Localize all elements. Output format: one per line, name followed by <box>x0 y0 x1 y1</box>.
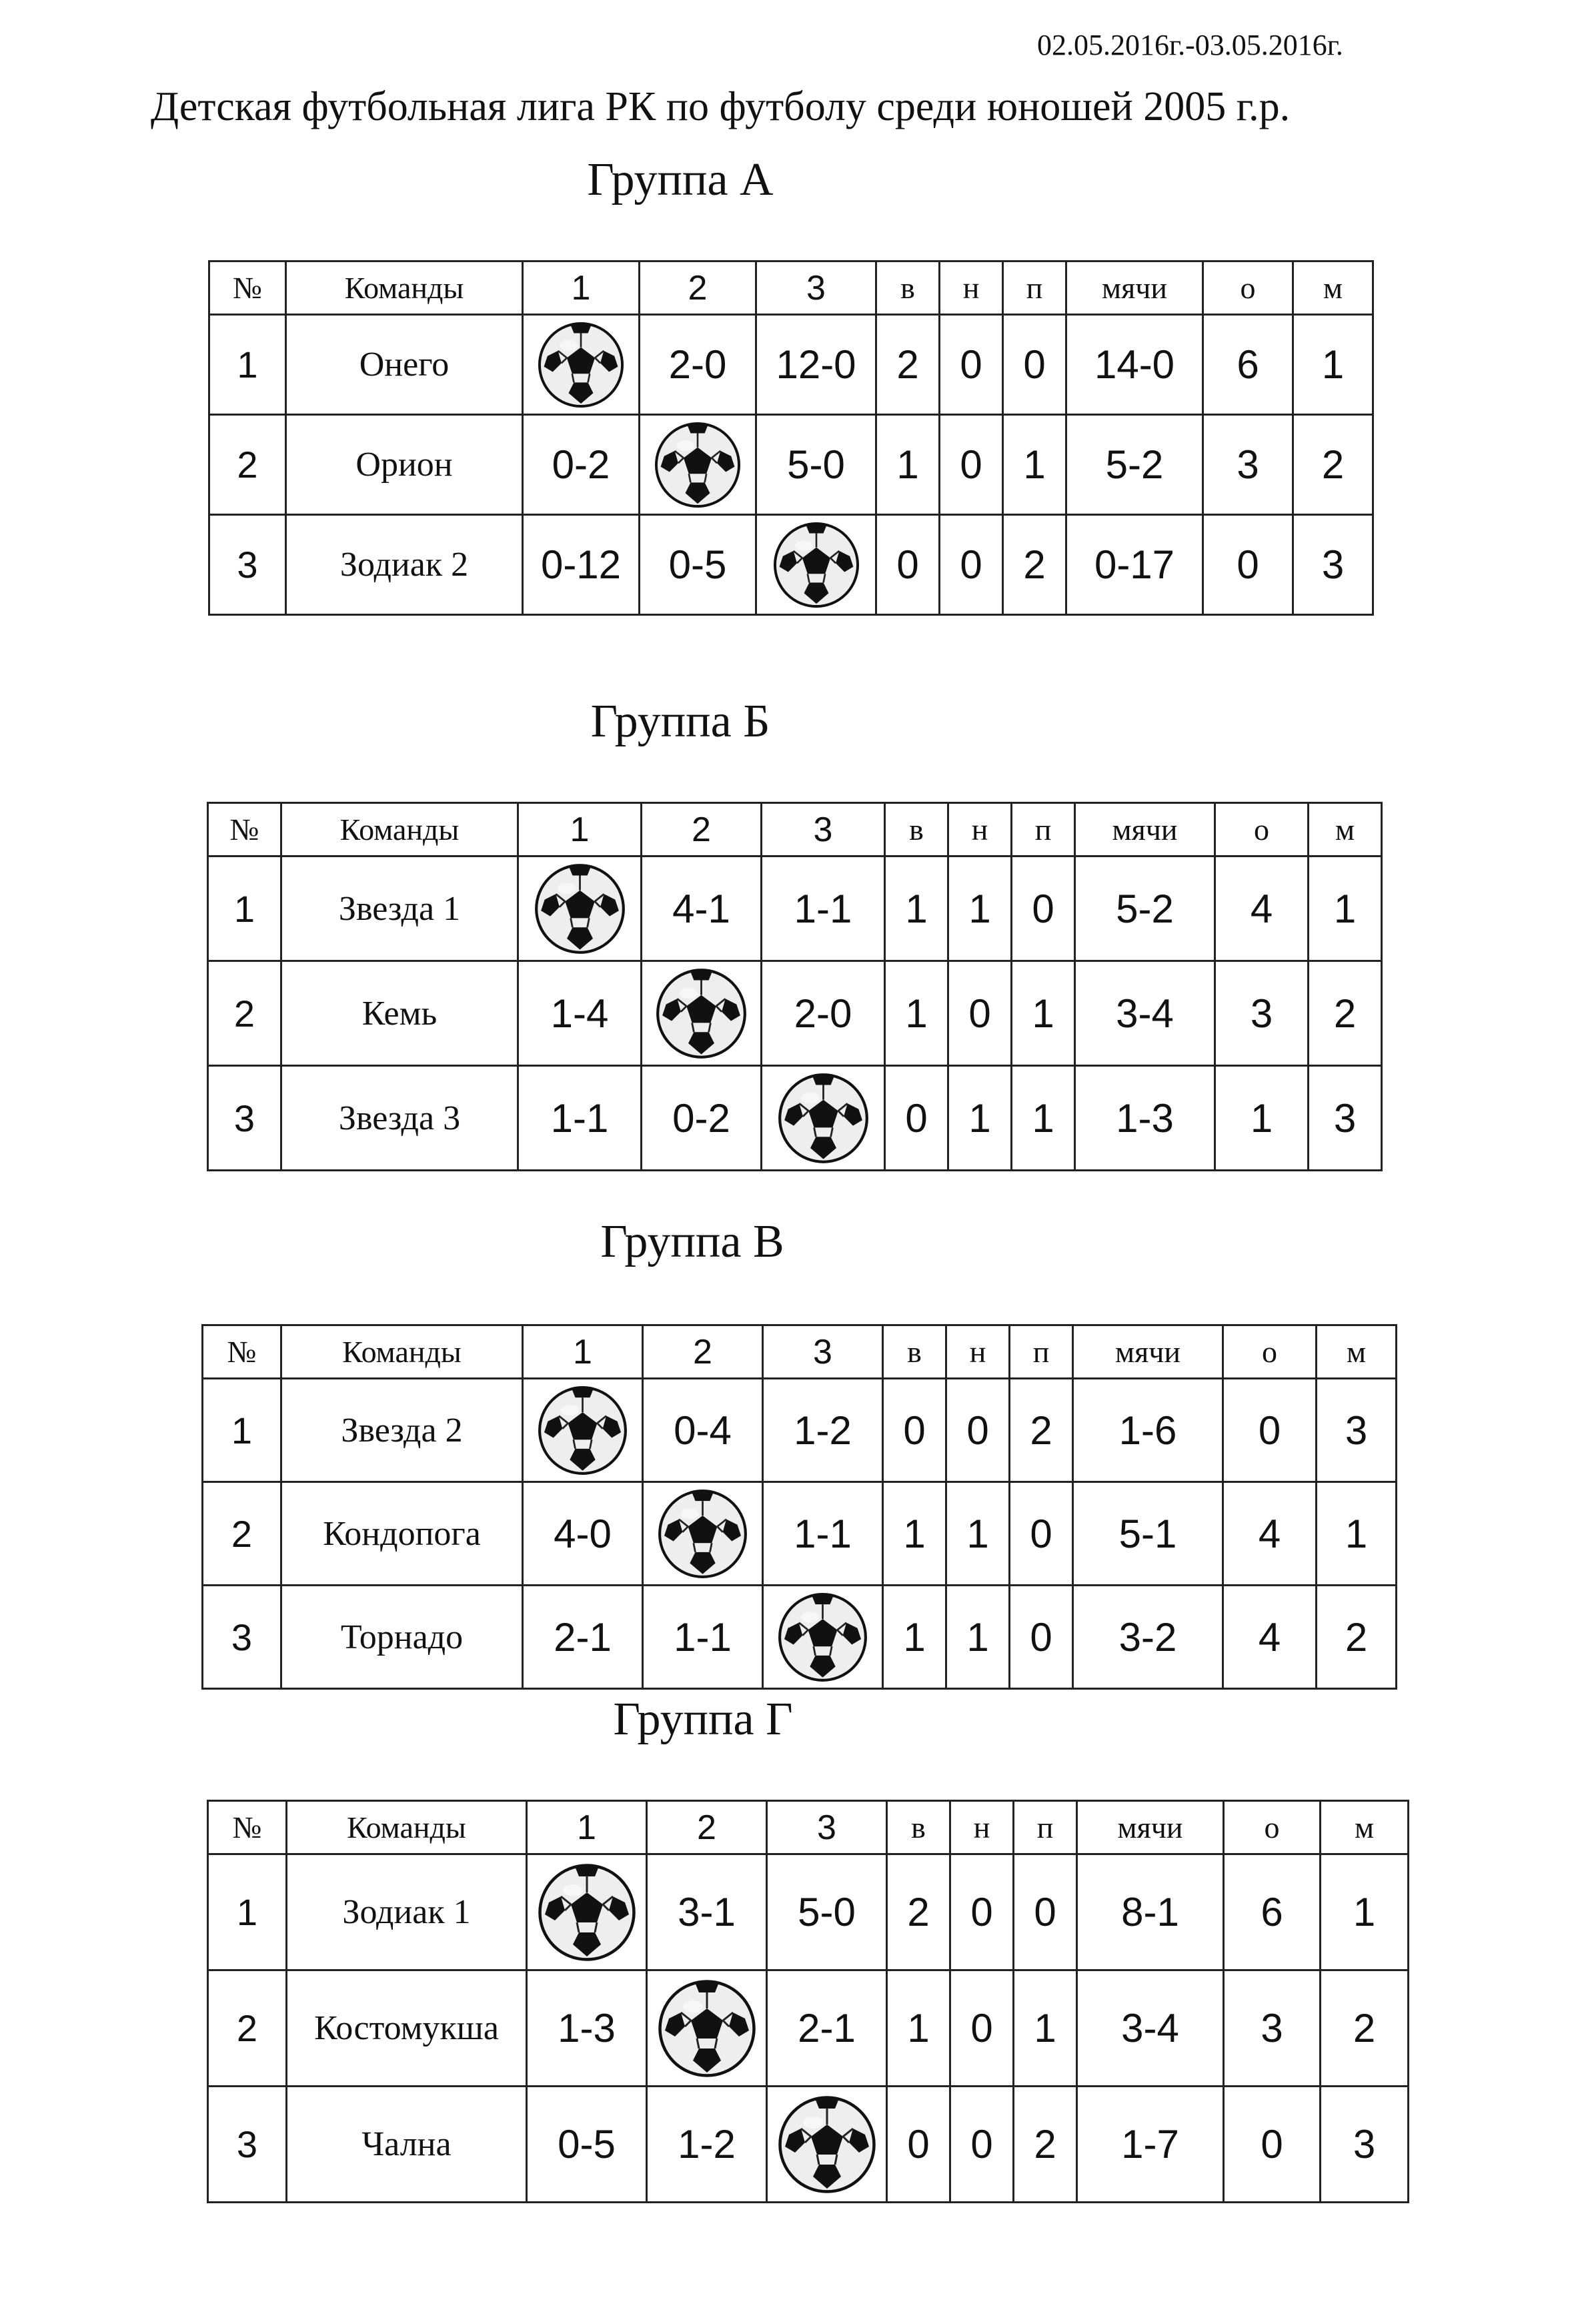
draws: 0 <box>950 2087 1014 2203</box>
points: 4 <box>1215 856 1309 961</box>
result-vs-3: 1-1 <box>763 1482 883 1586</box>
goals: 8-1 <box>1077 1854 1224 1970</box>
row-number: 1 <box>208 1854 287 1970</box>
table-header-row <box>209 261 1373 315</box>
result-vs-1: 4-0 <box>523 1482 643 1586</box>
header-game-2: 2 <box>640 261 756 315</box>
result-vs-3: 1-1 <box>762 856 885 961</box>
team-name: Орион <box>286 415 523 515</box>
header-wins: в <box>885 803 948 856</box>
row-number: 2 <box>203 1482 281 1586</box>
points: 4 <box>1223 1586 1317 1689</box>
table-row <box>208 961 1382 1066</box>
result-vs-3: 2-1 <box>767 1970 887 2087</box>
result-vs-3: 1-2 <box>763 1379 883 1482</box>
group-title-c: Группа В <box>600 1216 784 1267</box>
row-number: 2 <box>208 1970 287 2087</box>
points: 3 <box>1224 1970 1321 2087</box>
wins: 2 <box>887 1854 950 1970</box>
wins: 2 <box>876 315 940 415</box>
goals: 5-2 <box>1075 856 1215 961</box>
place: 1 <box>1317 1482 1397 1586</box>
place: 2 <box>1309 961 1382 1066</box>
header-place: м <box>1317 1325 1397 1379</box>
self-match-cell <box>642 961 762 1066</box>
wins: 0 <box>885 1066 948 1171</box>
header-draws: н <box>948 803 1012 856</box>
team-name: Чална <box>287 2087 527 2203</box>
self-match-cell <box>523 315 640 415</box>
header-game-3: 3 <box>756 261 876 315</box>
header-goals: мячи <box>1077 1801 1224 1854</box>
points: 6 <box>1224 1854 1321 1970</box>
result-vs-2: 1-2 <box>647 2087 767 2203</box>
draws: 0 <box>940 315 1003 415</box>
group-title-b: Группа Б <box>590 696 770 747</box>
team-name: Торнадо <box>281 1586 523 1689</box>
date-range: 02.05.2016г.-03.05.2016г. <box>1037 29 1343 61</box>
team-name: Костомукша <box>287 1970 527 2087</box>
header-draws: н <box>946 1325 1010 1379</box>
soccer-ball-icon <box>772 521 860 609</box>
table-row <box>209 515 1373 615</box>
team-name: Онего <box>286 315 523 415</box>
goals: 0-17 <box>1066 515 1203 615</box>
wins: 0 <box>883 1379 946 1482</box>
place: 3 <box>1321 2087 1409 2203</box>
row-number: 3 <box>209 515 286 615</box>
group-title-d: Группа Г <box>613 1694 793 1745</box>
group-title-a: Группа А <box>587 154 774 205</box>
self-match-cell <box>527 1854 647 1970</box>
table-header-row <box>203 1325 1397 1379</box>
page-title: Детская футбольная лига РК по футболу среди юношей 2005 г.р. <box>150 84 1291 129</box>
goals: 3-2 <box>1073 1586 1223 1689</box>
result-vs-2: 4-1 <box>642 856 762 961</box>
soccer-ball-icon <box>534 862 626 955</box>
table-row <box>208 1854 1409 1970</box>
header-game-2: 2 <box>642 803 762 856</box>
header-game-3: 3 <box>763 1325 883 1379</box>
row-number: 1 <box>208 856 281 961</box>
header-number: № <box>208 803 281 856</box>
self-match-cell <box>762 1066 885 1171</box>
wins: 1 <box>885 961 948 1066</box>
self-match-cell <box>756 515 876 615</box>
wins: 0 <box>887 2087 950 2203</box>
points: 3 <box>1203 415 1293 515</box>
result-vs-2: 0-5 <box>640 515 756 615</box>
soccer-ball-icon <box>657 1488 748 1580</box>
result-vs-3: 2-0 <box>762 961 885 1066</box>
header-game-2: 2 <box>643 1325 763 1379</box>
losses: 1 <box>1014 1970 1077 2087</box>
wins: 1 <box>883 1482 946 1586</box>
self-match-cell <box>640 415 756 515</box>
draws: 1 <box>946 1586 1010 1689</box>
losses: 1 <box>1012 1066 1075 1171</box>
header-teams: Команды <box>281 1325 523 1379</box>
losses: 2 <box>1003 515 1066 615</box>
header-teams: Команды <box>286 261 523 315</box>
team-name: Звезда 2 <box>281 1379 523 1482</box>
team-name: Зодиак 2 <box>286 515 523 615</box>
soccer-ball-icon <box>654 421 742 509</box>
team-name: Зодиак 1 <box>287 1854 527 1970</box>
group-table-a <box>208 260 1374 616</box>
result-vs-2: 1-1 <box>643 1586 763 1689</box>
header-game-3: 3 <box>762 803 885 856</box>
result-vs-1: 1-3 <box>527 1970 647 2087</box>
table-row <box>203 1586 1397 1689</box>
points: 0 <box>1224 2087 1321 2203</box>
draws: 1 <box>946 1482 1010 1586</box>
team-name: Кемь <box>281 961 518 1066</box>
soccer-ball-icon <box>777 1592 868 1683</box>
losses: 0 <box>1010 1586 1073 1689</box>
soccer-ball-icon <box>655 967 748 1060</box>
losses: 1 <box>1003 415 1066 515</box>
table-row <box>203 1482 1397 1586</box>
header-game-1: 1 <box>518 803 642 856</box>
goals: 1-7 <box>1077 2087 1224 2203</box>
goals: 3-4 <box>1077 1970 1224 2087</box>
result-vs-3: 12-0 <box>756 315 876 415</box>
points: 4 <box>1223 1482 1317 1586</box>
losses: 0 <box>1003 315 1066 415</box>
place: 2 <box>1321 1970 1409 2087</box>
self-match-cell <box>518 856 642 961</box>
draws: 0 <box>940 515 1003 615</box>
soccer-ball-icon <box>537 1862 637 1962</box>
table-row <box>209 415 1373 515</box>
goals: 1-6 <box>1073 1379 1223 1482</box>
result-vs-1: 1-1 <box>518 1066 642 1171</box>
goals: 1-3 <box>1075 1066 1215 1171</box>
place: 3 <box>1293 515 1373 615</box>
header-losses: п <box>1003 261 1066 315</box>
result-vs-3: 5-0 <box>767 1854 887 1970</box>
result-vs-2: 2-0 <box>640 315 756 415</box>
header-losses: п <box>1012 803 1075 856</box>
wins: 1 <box>876 415 940 515</box>
place: 1 <box>1293 315 1373 415</box>
row-number: 1 <box>209 315 286 415</box>
header-points: о <box>1223 1325 1317 1379</box>
goals: 5-2 <box>1066 415 1203 515</box>
table-header-row <box>208 803 1382 856</box>
result-vs-1: 2-1 <box>523 1586 643 1689</box>
wins: 1 <box>883 1586 946 1689</box>
table-row <box>209 315 1373 415</box>
soccer-ball-icon <box>777 2095 877 2195</box>
table-header-row <box>208 1801 1409 1854</box>
header-game-1: 1 <box>523 261 640 315</box>
group-table-c <box>201 1324 1397 1690</box>
losses: 1 <box>1012 961 1075 1066</box>
self-match-cell <box>767 2087 887 2203</box>
header-place: м <box>1321 1801 1409 1854</box>
header-goals: мячи <box>1066 261 1203 315</box>
result-vs-1: 1-4 <box>518 961 642 1066</box>
draws: 0 <box>940 415 1003 515</box>
wins: 1 <box>885 856 948 961</box>
header-game-2: 2 <box>647 1801 767 1854</box>
draws: 0 <box>946 1379 1010 1482</box>
goals: 5-1 <box>1073 1482 1223 1586</box>
losses: 0 <box>1012 856 1075 961</box>
draws: 1 <box>948 1066 1012 1171</box>
table-row <box>208 1970 1409 2087</box>
draws: 0 <box>948 961 1012 1066</box>
group-table-d <box>207 1800 1409 2203</box>
place: 2 <box>1317 1586 1397 1689</box>
row-number: 2 <box>208 961 281 1066</box>
row-number: 1 <box>203 1379 281 1482</box>
header-place: м <box>1309 803 1382 856</box>
team-name: Звезда 3 <box>281 1066 518 1171</box>
result-vs-3: 5-0 <box>756 415 876 515</box>
result-vs-1: 0-5 <box>527 2087 647 2203</box>
header-draws: н <box>950 1801 1014 1854</box>
wins: 0 <box>876 515 940 615</box>
points: 6 <box>1203 315 1293 415</box>
place: 2 <box>1293 415 1373 515</box>
place: 1 <box>1309 856 1382 961</box>
header-game-1: 1 <box>523 1325 643 1379</box>
header-wins: в <box>876 261 940 315</box>
header-losses: п <box>1014 1801 1077 1854</box>
header-teams: Команды <box>281 803 518 856</box>
place: 1 <box>1321 1854 1409 1970</box>
losses: 0 <box>1010 1482 1073 1586</box>
team-name: Кондопога <box>281 1482 523 1586</box>
points: 0 <box>1223 1379 1317 1482</box>
goals: 3-4 <box>1075 961 1215 1066</box>
soccer-ball-icon <box>777 1072 870 1165</box>
header-draws: н <box>940 261 1003 315</box>
header-points: о <box>1203 261 1293 315</box>
result-vs-1: 0-2 <box>523 415 640 515</box>
row-number: 2 <box>209 415 286 515</box>
place: 3 <box>1309 1066 1382 1171</box>
row-number: 3 <box>208 2087 287 2203</box>
losses: 2 <box>1010 1379 1073 1482</box>
header-number: № <box>208 1801 287 1854</box>
team-name: Звезда 1 <box>281 856 518 961</box>
result-vs-2: 0-2 <box>642 1066 762 1171</box>
table-row <box>208 1066 1382 1171</box>
header-number: № <box>203 1325 281 1379</box>
header-game-1: 1 <box>527 1801 647 1854</box>
losses: 0 <box>1014 1854 1077 1970</box>
points: 3 <box>1215 961 1309 1066</box>
goals: 14-0 <box>1066 315 1203 415</box>
result-vs-1: 0-12 <box>523 515 640 615</box>
self-match-cell <box>643 1482 763 1586</box>
row-number: 3 <box>203 1586 281 1689</box>
points: 1 <box>1215 1066 1309 1171</box>
soccer-ball-icon <box>657 1978 757 2079</box>
self-match-cell <box>647 1970 767 2087</box>
header-wins: в <box>887 1801 950 1854</box>
header-goals: мячи <box>1073 1325 1223 1379</box>
group-table-b <box>207 802 1383 1171</box>
wins: 1 <box>887 1970 950 2087</box>
header-teams: Команды <box>287 1801 527 1854</box>
place: 3 <box>1317 1379 1397 1482</box>
draws: 1 <box>948 856 1012 961</box>
header-points: о <box>1215 803 1309 856</box>
header-number: № <box>209 261 286 315</box>
table-row <box>203 1379 1397 1482</box>
table-row <box>208 2087 1409 2203</box>
row-number: 3 <box>208 1066 281 1171</box>
self-match-cell <box>763 1586 883 1689</box>
header-wins: в <box>883 1325 946 1379</box>
header-game-3: 3 <box>767 1801 887 1854</box>
soccer-ball-icon <box>537 1385 628 1476</box>
header-place: м <box>1293 261 1373 315</box>
header-points: о <box>1224 1801 1321 1854</box>
losses: 2 <box>1014 2087 1077 2203</box>
draws: 0 <box>950 1970 1014 2087</box>
result-vs-2: 3-1 <box>647 1854 767 1970</box>
table-row <box>208 856 1382 961</box>
result-vs-2: 0-4 <box>643 1379 763 1482</box>
header-losses: п <box>1010 1325 1073 1379</box>
self-match-cell <box>523 1379 643 1482</box>
soccer-ball-icon <box>537 321 625 409</box>
header-goals: мячи <box>1075 803 1215 856</box>
draws: 0 <box>950 1854 1014 1970</box>
points: 0 <box>1203 515 1293 615</box>
